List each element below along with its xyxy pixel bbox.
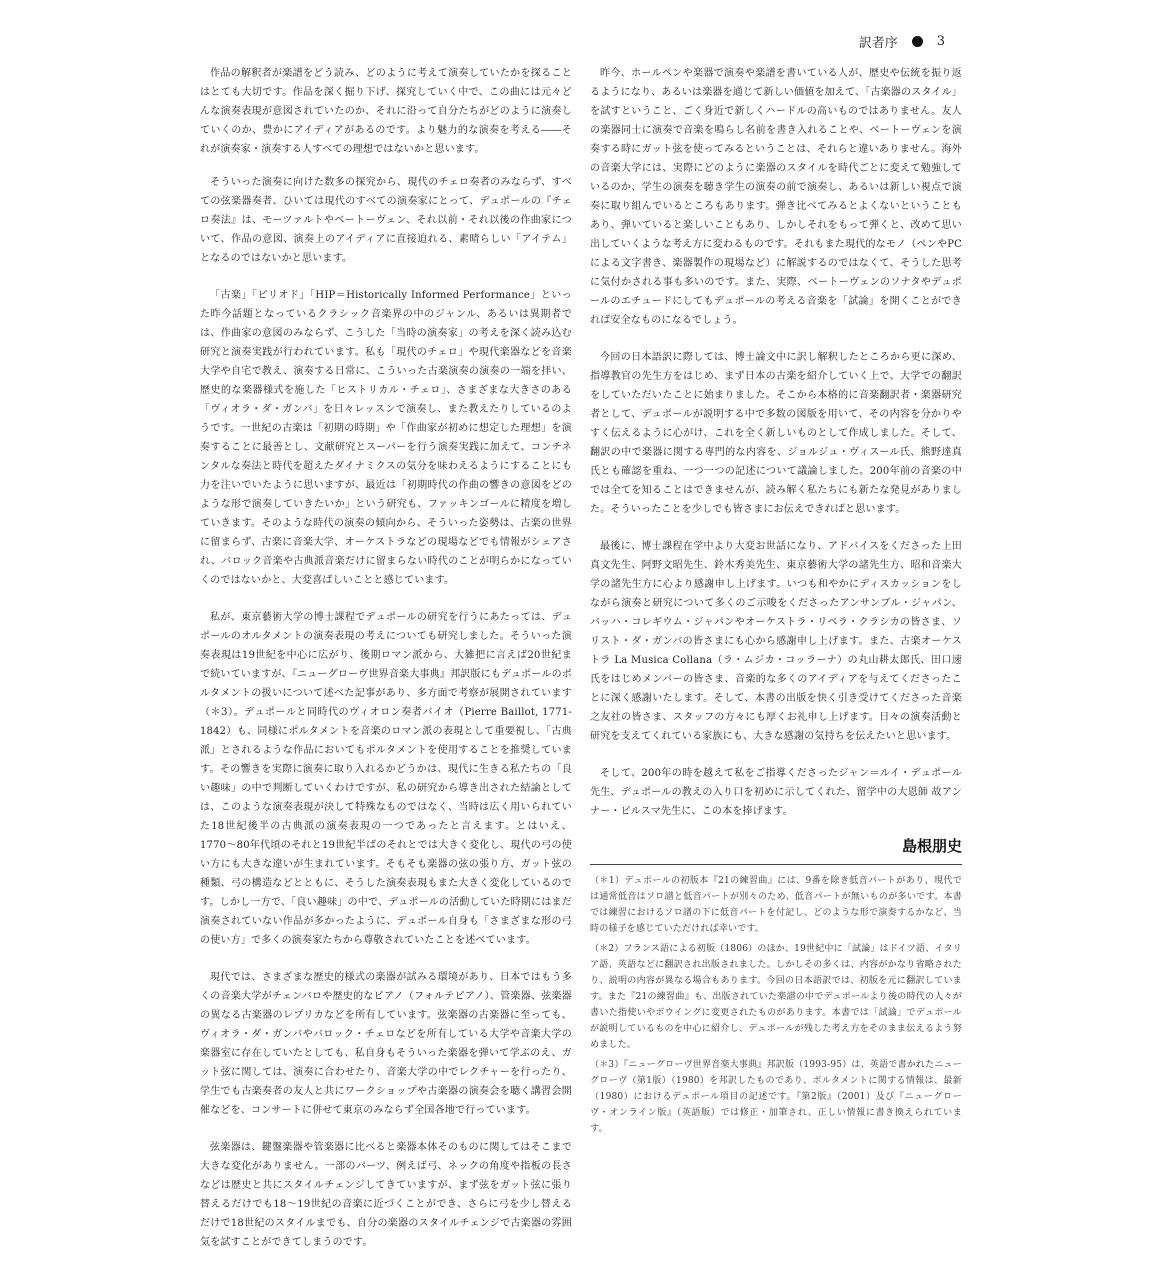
paragraph: 現代では、さまざまな歴史的様式の楽器が試みる環境があり、日本ではもう多くの音楽大学がチェンバロや歴史的なピアノ（フォルテピアノ）、管楽器、弦楽器の異なる古楽器のレプリカなどを所有しています。弦楽器の古楽器に至っても、ヴィオラ・ダ・ガンバやバロック・チェロなどを所有している大学や音楽大学の楽器室に存在していたとしても、私自身もそういった楽器を弾いて学ぶのえ、ガット弦に関しては、演奏に合わせたり、音楽大学の中でレクチャーを行ったり、学生でも古楽奏者の友人と共にワークショップや古楽器の演奏会を聴く講習会開催などを、コンサートに併せて東京のみならず全国各地で行っています。 xyxy=(200,972,572,1116)
footnote: （＊1）デュポールの初版本『21の練習曲』には、9番を除き低音パートがあり、現代では通常低音はソロ譜と低音パートが別々のため、低音パートが無いものが多いです。本書では練習におけるソロ譜の下に低音パートを付記し、どのような形で演奏するかなど、当時の様子を感じていただければ幸いです。 xyxy=(590,876,962,934)
footnotes xyxy=(590,873,962,1137)
paragraph: 最後に、博士課程在学中より大変お世話になり、アドバイスをくださった上田真文先生、阿野文昭先生、鈴木秀美先生、東京藝術大学の諸先生方、昭和音楽大学の諸先生方に心より感謝申し上げます。いつも和やかにディスカッションをしながら演奏と研究について多くのご示唆をくださったアンサンブル・ジャパン、バッハ・コレギウム・ジャパンやオーケストラ・リベラ・クラシカの皆さま、ソリスト・ダ・ガンバの皆さまにも心から感謝申し上げます。また、古楽オーケストラ La Musica Collana（ラ・ムジカ・コッラーナ）の丸山耕太郎氏、田口速氏をはじめメンバーの皆さま、音楽的な多くのアイディアを与えてくださったことに深く感謝いたします。そして、本書の出版を快く引き受けてくださった音楽之友社の皆さま、スタッフの方々にも厚くお礼申し上げます。日々の演奏活動と研究を支えてくれている家族にも、大きな感謝の気持ちを伝えたいと思います。 xyxy=(590,541,962,742)
footnote: （＊3）『ニューグローヴ世界音楽大事典』邦訳版（1993-95）は、英語で書かれたニューグローヴ（第1版）（1980）を邦訳したものであり、ポルタメントに関する情報は、最新（1980）におけるデュポール項目の記述です。『第2版』（2001）及び『ニューグローヴ・オンライン版』（英語版）では修正・加筆され、正しい情報に書き換えられています。 xyxy=(590,1060,962,1134)
right-column xyxy=(590,64,962,1141)
paragraph: そして、200年の時を越えて私をご指導くださったジャン＝ルイ・デュポール先生、デュポールの教えの入り口を初めに示してくれた、留学中の大恩師 故アンナー・ビルスマ先生に、この本を捧げます。 xyxy=(590,768,962,817)
bullet-dot-icon xyxy=(912,36,923,47)
notes-divider xyxy=(590,864,962,865)
paragraph: 今回の日本語訳に際しては、博士論文中に訳し解釈したところから更に深め、指導教官の先生方をはじめ、まず日本の古楽を紹介していく上で、大学での翻訳をしていただいたことに始まりました。そこから本格的に音楽翻訳者・楽器研究者として、デュポールが説明する中で多数の図版を用いて、その内容を分かりやすく伝えるように心がけ、これを全く新しいものとして作成しました。そして、翻訳の中で楽器に関する専門的な内容を、ジョルジュ・ヴィスール氏、熊野達真氏とも確認を重ね、一つ一つの記述について議論しました。200年前の音楽の中では全てを知ることはできませんが、読み解く私たちにも新たな発見がありました。そういったことを少しでも皆さまにお伝えできればと思います。 xyxy=(590,352,962,515)
footnote: （＊2）フランス語による初版（1806）のほか、19世紀中に「試論」はドイツ語、イタリア語、英語などに翻訳され出版されました。しかしその多くは、内容がかなり省略されたり、説明の内容が異なる場合もあります。今回の日本語訳では、初版を元に翻訳しています。また『21の練習曲』も、出版されていた楽譜の中でデュポールより後の時代の人々が書いた指使いやボウイングに変更されたものがあります。本書では「試論」でデュポールが説明しているものを中心に紹介し、デュポールが残した考え方をそのまま伝えるよう努めました。 xyxy=(590,944,963,1050)
paragraph: 昨今、ホールペンや楽器で演奏や楽譜を書いている人が、歴史や伝統を振り返るようになり、あるいは楽器を通じて新しい価値を加えて、「古楽器のスタイル」を試すということ、ごく身近で新しくハードルの高いものではありません。友人の楽器同士に演奏で音楽を鳴らし名前を書き入れることや、ベートーヴェンを演奏する時にガット弦を使ってみるということは、それらと違いありません。海外の音楽大学には、実際にどのように楽器のスタイルを時代ごとに変えて勉強しているのか、学生の演奏を聴き学生の演奏の前で演奏し、あるいは新しい視点で演奏に取り組んでいるところもあります。弾き比べてみるとよくないということもあり、弾いていると楽しいこともあり、しかしそれをもって弾くと、改めて思い出していくような考え方に変わるものです。それもまた現代的なモノ（ペンやPCによる文字書き、楽器製作の現場など）に解説するのではなくて、そうした思考に気付かされる事も多いのです。また、実際、ベートーヴェンのソナタやデュポールのエチュードにしてもデュポールの考える音楽を「試論」を開くことができれば安全なものになるでしょう。 xyxy=(590,68,962,326)
paragraph: 「古楽」「ピリオド」「HIP＝Historically Informed Performance」といった昨今話題となっているクラシック音楽界の中のジャンル、あるいは異期者では、作曲家の意図のみならず、こうした「当時の演奏家」の考えを深く読み込む研究と演奏実践が行われています。私も「現代のチェロ」や現代楽器などを音楽大学や自宅で教え、演奏する日常に、こういった古楽演奏の演奏の一端を拝い、歴史的な楽器様式を施した「ヒストリカル・チェロ」、さまざまな大きさのある「ヴィオラ・ダ・ガンバ」を日々レッスンで演奏し、また教えたりしているのようです。一世紀の古楽は「初期の時期」や「作曲家が初めに想定した理想」を演奏することに最善とし、文献研究とスーパーを行う演奏実践に加えて、コンチネンタルな奏法と時代を超えたダイナミクスの気分を味わえるようにすることにも力を注いでいたように思いますが、最近は「初期時代の作曲の響きの意図をどのような形で演奏していきたいか」という研究も、ファッキンゴールに精度を増していきます。そのような時代の演奏の傾向から、そういった姿勢は、古楽の世界に留まらず、古楽に音楽大学、オーケストラなどの現場などでも情報がシェアされ、バロック音楽や古典派音楽だけに留まらない時代のことが明らかになっていくのではないかと、大変喜ばしいことと感じています。 xyxy=(200,290,572,586)
page-number: 3 xyxy=(936,34,945,49)
paragraph: 弦楽器は、鍵盤楽器や管楽器に比べると楽器本体そのものに関してはそこまで大きな変化がありません。一部のパーツ、例えば弓、ネックの角度や指板の長さなどは歴史と共にスタイルチェンジしてきていますが、まず弦をガット弦に張り替えるだけでも18〜19世紀の音楽に近づくことができ、さらに弓を少し替えるだけで18世紀のスタイルまでも、自分の楽器のスタイルチェンジで古楽器の雰囲気を試すことができてしまうのです。 xyxy=(200,1142,572,1248)
left-column xyxy=(200,64,572,1266)
page-header xyxy=(859,32,945,51)
paragraph: 私が、東京藝術大学の博士課程でデュポールの研究を行うにあたっては、デュポールのオルタメントの演奏表現の考えについても研究しました。そういった演奏表現は19世紀を中心に広がり、後期ロマン派から、大雑把に言えば20世紀まで続いていますが、『ニューグローヴ世界音楽大事典』邦訳版にもデュポールのポルタメントの扱いについて述べた記事があり、多方面で考察が展開されています（＊3）。デュポールと同時代のヴィオロン奏者バイオ（Pierre Baillot, 1771-1842）も、同様にポルタメントを音楽のロマン派の表現として重要視し、「古典派」とされるような作品においてもポルタメントを使用することを推奨しています。その響きを実際に演奏に取り入れるかどうかは、現代に生きる私たちの「良い趣味」の中で判断していくわけですが、私の研究から導き出された結論としては、このような演奏表現が決して特殊なものではなく、当時は広く用いられていた18世紀後半の古典派の演奏表現の一つであったと言えます。とはいえ、1770〜80年代頃のそれと19世紀半ばのそれとでは大きく変化し、現代の弓の使い方にも大きな違いが生まれています。そもそも楽器の弦の張り方、ガット弦の種類、弓の構造などとともに、そうした演奏表現もまた大きく変化しているのです。しかし一方で、「良い趣味」の中で、デュポールの活動していた時期にはまだ演奏されていない作品が多かったように、デュポール自身も「さまざまな形の弓の使い方」で多くの演奏家たちから尊敬されていたことを述べています。 xyxy=(200,612,572,946)
paragraph: 作品の解釈者が楽譜をどう読み、どのように考えて演奏していたかを探ることはとても大切です。作品を深く掘り下げ、探究していく中で、この曲には元々どんな演奏表現が意図されていたのか、それに沿って自分たちがどのように演奏していくのか、豊かにアイディアがあるのです。より魅力的な演奏を考える――それが演奏家・演奏する人すべての理想ではないかと思います。 xyxy=(200,68,572,155)
author-signature: 島根朋史 xyxy=(901,837,962,855)
section-title: 訳者序 xyxy=(858,36,898,51)
paragraph: そういった演奏に向けた数多の探究から、現代のチェロ奏者のみならず、すべての弦楽器奏者、ひいては現代のすべての演奏家にとって、デュポールの『チェロ奏法』は、モーツァルトやベートーヴェン、それ以前・それ以後の作曲家について、作品の意図、演奏上のアイディアに直接迫れる、素晴らしい「アイテム」となるのではないかと思います。 xyxy=(200,177,572,264)
